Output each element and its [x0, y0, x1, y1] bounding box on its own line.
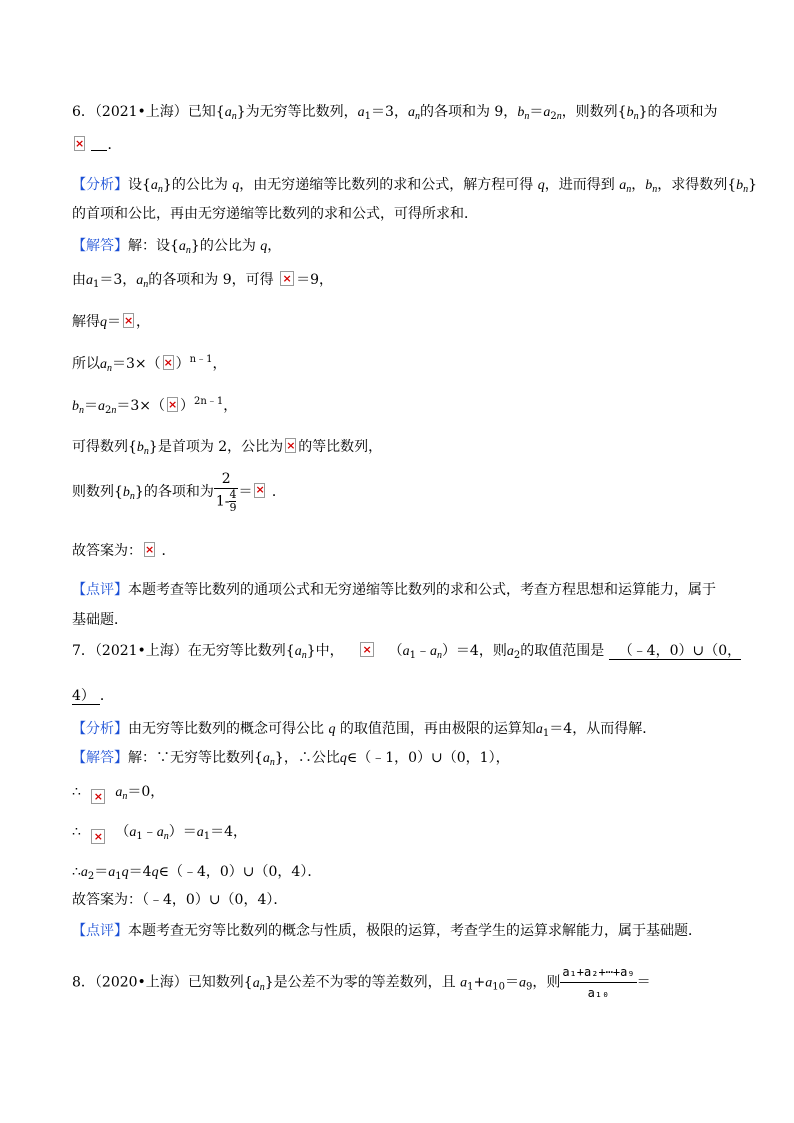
q6-solution-4: 所以$a_n=3\times(\times )^{n﹣1}$，: [72, 354, 226, 375]
q7-solution-4: $\therefore a_2=a_1q=4q\in(﹣4$，0）∪（0，4）．: [72, 864, 322, 882]
broken-image-icon: [285, 438, 296, 453]
q7-answer: 故答案为：（﹣4，0）∪（0，4）．: [72, 892, 288, 908]
q7-solution-2: ∴ × $a_n=0$，: [72, 782, 164, 804]
broken-image-icon: [91, 829, 105, 844]
q6-stem: 6．（2021•上海）已知$\{a_n\}$为无穷等比数列，$a_1=3$，$a_n$的各项和为 9，$b_n=a_{2n}$，则数列$\{b_n\}$的各项和为: [72, 104, 718, 122]
q7-answer-cont: 4） ．: [72, 688, 114, 704]
q8-stem: 8．（2020•上海）已知数列$\{a_n\}$是公差不为零的等差数列，且 $a_1+a_{10}=a_9$，则 $\frac{\text{a₁+a₂+⋯+a₉}}{\text{a₁₀}}=$: [72, 962, 651, 1003]
q7-solution-3: ∴ × $(a_1﹣a_n)=a_1=4$，: [72, 822, 247, 844]
broken-image-icon: [280, 271, 294, 286]
q6-answer: 故答案为：× ．: [72, 541, 175, 561]
q7-solution-1: 【解答】解：∵无穷等比数列$\{a_n\}$，∴公比q∈（﹣1，0）∪（0，1），: [72, 750, 510, 768]
broken-image-icon: [167, 397, 178, 412]
q7-comment: 【点评】本题考查无穷等比数列的概念与性质，极限的运算，考查学生的运算求解能力，属于基础题．: [72, 923, 702, 939]
q6-comment-cont: 基础题．: [72, 612, 128, 628]
q6-solution-1: 【解答】解：设$\{a_n\}$的公比为 q，: [72, 238, 282, 256]
broken-image-icon: [360, 642, 374, 657]
broken-image-icon: [254, 483, 265, 498]
q6-solution-6: 可得数列$\{b_n\}$是首项为 2，公比为× 的等比数列，: [72, 437, 382, 458]
sum-fraction: 2 1- $\frac{4}{9}$: [215, 471, 237, 514]
q7-analysis: 【分析】由无穷等比数列的概念可得公比 q 的取值范围，再由极限的运算知$a_1=4$，从而得解．: [72, 721, 657, 739]
q6-analysis: 【分析】设$\{a_n\}$的公比为 q，由无穷递缩等比数列的求和公式，解方程可得 q，进而得到 $a_n$，$b_n$，求得数列$\{b_n\}$: [72, 177, 758, 195]
answer-blank: [91, 136, 107, 151]
q6-solution-5: $b_n=a_{2n}=3\times(\times )^{2n﹣1}$，: [72, 396, 237, 417]
q7-stem: 7．（2021•上海）在无穷等比数列$\{a_n\}$中， × $(a_1﹣a_n)=4$，则$a_2$的取值范围是 （﹣4，0）∪（0，: [72, 641, 741, 662]
q6-comment: 【点评】本题考查等比数列的通项公式和无穷递缩等比数列的求和公式，考查方程思想和运算能力，属于: [72, 582, 716, 598]
q6-solution-2: 由$a_1=3$，$a_n$的各项和为 9，可得 × ＝9，: [72, 270, 333, 291]
broken-image-icon: [123, 313, 134, 328]
broken-image-icon: [74, 136, 85, 151]
q6-solution-7: 则数列$\{b_n\}$的各项和为 2 1- $\frac{4}{9}$ ＝× ．: [72, 470, 286, 514]
broken-image-icon: [144, 542, 155, 557]
q6-analysis-cont: 的首项和公比，再由无穷递缩等比数列的求和公式，可得所求和．: [72, 206, 478, 222]
q6-solution-3: 解得q＝× ，: [72, 312, 150, 333]
broken-image-icon: [163, 355, 174, 370]
broken-image-icon: [91, 789, 105, 804]
q8-fraction: $\frac{\text{a₁+a₂+⋯+a₉}}{\text{a₁₀}}$: [560, 962, 636, 1003]
q6-answer-line: × ．: [72, 135, 121, 155]
